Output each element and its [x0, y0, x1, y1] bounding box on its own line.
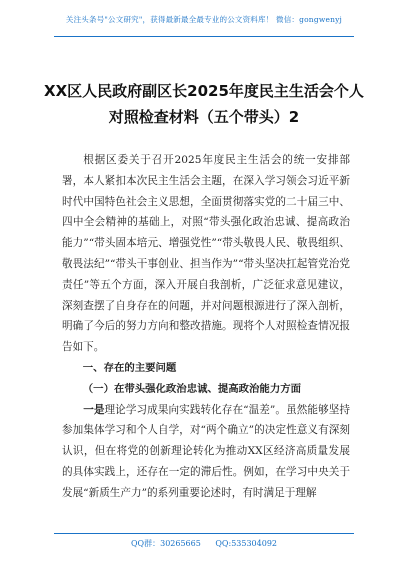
- subsection-heading: （一）在带头强化政治忠诚、提高政治能力方面: [82, 382, 301, 395]
- top-divider: [54, 36, 354, 37]
- intro-paragraph: 根据区委关于召开2025年度民主生活会的统一安排部署，本人紧扣本次民主生活会主题，在深入学习领会习近平新时代中国特色社会主义思想，全面贯彻落实党的二十届三中、四中全会精神的基础上，对照“带头强化政治忠诚、提高政治能力”“带头固本培元、增强党性”“带头敬畏人民、敬畏组织、敬畏法纪”“带头干事创业、担当作为”“带头坚决扛起管党治党责任”等五个方面，深入开展自我剖析，广泛征求意见建议，深刻查摆了自身存在的问题，并对问题根源进行了深入剖析，明确了今后的努力方向和整改措施。现将个人对照检查情况报告如下。: [62, 154, 350, 354]
- document-body: [62, 150, 350, 504]
- document-title: XX区人民政府副区长2025年度民主生活会个人对照检查材料（五个带头）2: [44, 82, 364, 126]
- footer: [0, 538, 408, 549]
- top-banner: 关注头条号"公文研究"，获得最新最全最专业的公文资料库！ 微信：gongwenyj: [65, 15, 343, 24]
- paragraph-text: 理论学习成果向实践转化存在“温差”。虽然能够坚持参加集体学习和个人自学，对“两个确立”的决定性意义有深刻认识，但在将党的创新理论转化为推动XX区经济高质量发展的具体实践上，还存在一定的滞后性。例如，在学习中央关于发展“新质生产力”的系列重要论述时，有时满足于理解: [62, 403, 350, 499]
- body-paragraph: [62, 400, 350, 504]
- footer-qq: QQ:535304092: [215, 539, 277, 548]
- footer-qq-group: QQ群：30265665: [130, 539, 201, 548]
- paragraph-lead: 一是: [83, 403, 105, 416]
- bottom-divider: [54, 533, 354, 534]
- section-heading: 一、存在的主要问题: [82, 361, 177, 374]
